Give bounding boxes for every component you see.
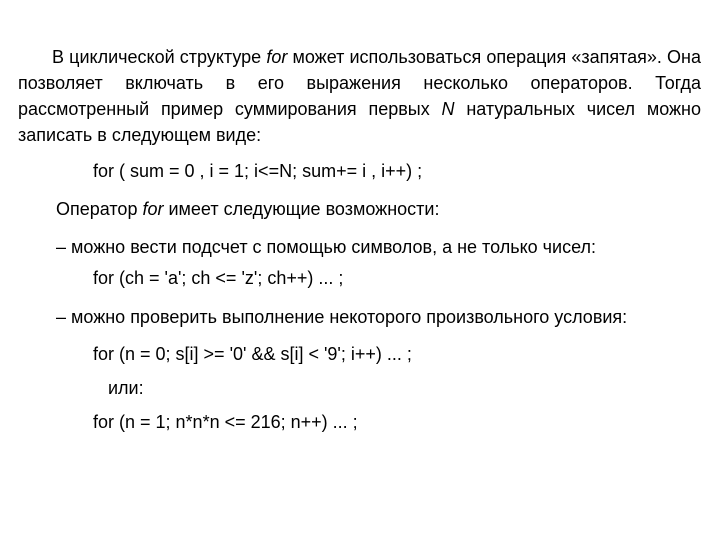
operator-text-before: Оператор — [56, 199, 143, 219]
code-sum-example: for ( sum = 0 , i = 1; i<=N; sum+= i , i++) ; — [93, 161, 423, 181]
code-chars-example: for (ch = 'a'; ch <= 'z'; ch++) ... ; — [93, 268, 344, 288]
code-condition-example: for (n = 0; s[i] >= '0' && s[i] < '9'; i++) ... ; — [93, 344, 412, 364]
operator-text-after: имеет следующие возможности: — [163, 199, 440, 219]
list-item-chars: – можно вести подсчет с помощью символов, а не только чисел: — [56, 237, 597, 257]
intro-text-2: может использоваться операция «запятая». Она позволяет включать в его выражения несколько операторов. Тогда рассмотренный пример суммирования первых — [18, 47, 702, 119]
operator-line — [56, 197, 439, 221]
intro-text-1: В циклической структуре — [52, 47, 267, 67]
intro-keyword-for: for — [266, 47, 288, 67]
intro-text-3: натуральных чисел можно записать в следующем виде: — [18, 99, 702, 145]
code-cube-example: for (n = 1; n*n*n <= 216; n++) ... ; — [93, 412, 358, 432]
operator-keyword-for: for — [142, 199, 164, 219]
or-word: или: — [108, 378, 144, 398]
list-item-condition: – можно проверить выполнение некоторого произвольного условия: — [56, 307, 628, 327]
intro-paragraph — [18, 44, 701, 148]
intro-variable-n: N — [441, 99, 455, 119]
